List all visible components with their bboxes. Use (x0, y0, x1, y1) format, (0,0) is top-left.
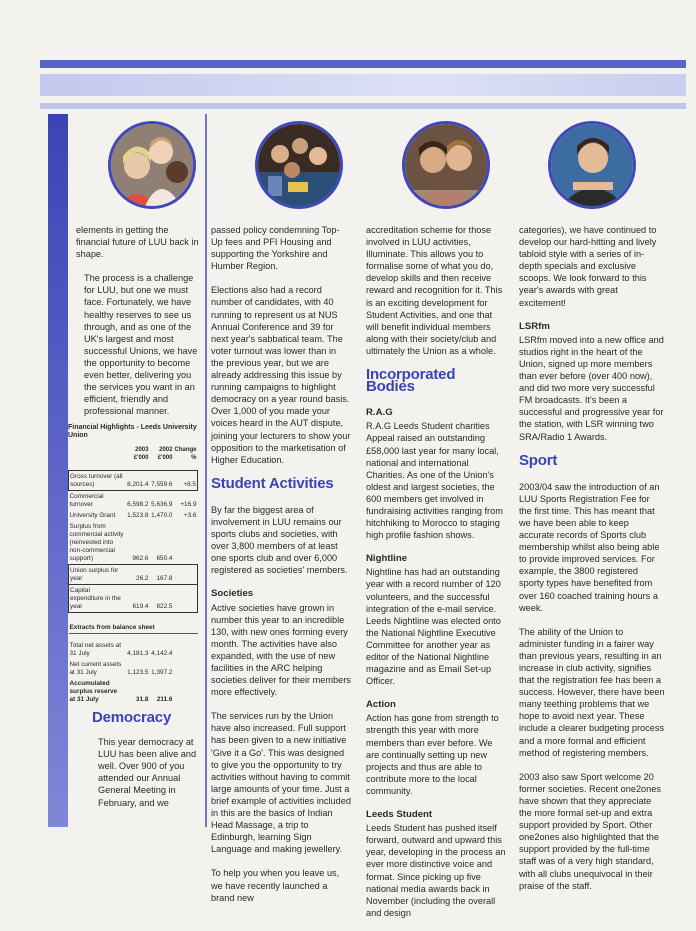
section-heading-democracy: Democracy (92, 709, 172, 726)
section-heading-incorporated-bodies: Incorporated Bodies (366, 366, 456, 396)
subheading-societies: Societies (211, 588, 254, 600)
paragraph: LSRfm moved into a new office and studios right in the heart of the Union, signed up more members than ever before (over 400 now), and did two more very successful FM broadcasts. It's been a successful and progressive year for the station, with LSR winning two SRA/Radio 1 Awards. (519, 334, 664, 442)
paragraph: The process is a challenge for LUU, but one we must face. Fortunately, we have healthy reserves to see us through, and as one of the UK's largest and most successful Unions, we have the opportunity to become even better, delivering you the services you want in an efficient, friendly and professional manner. (84, 273, 198, 417)
row-label: Surplus from commercial activity (reinvested into non-commercial support) (69, 522, 124, 562)
value-change (173, 565, 197, 585)
header-band-top (40, 60, 686, 68)
table-row (69, 521, 198, 565)
column-header-change: Change % (174, 447, 197, 461)
paragraph: The services run by the Union have also increased. Full support has been given to a new initiative 'Give it a Go'. This was designed to give you the opportunity to try activities without having to commit large amounts of your time. Just a brief example of activities included in this are the basics of Indian Head Massage, a trip to Edinburgh, learning Sign Language and making jewellery. (211, 711, 351, 855)
photo-smiling-student (548, 121, 636, 209)
row-label: University Grant (69, 511, 116, 519)
value-change: +3.6 (183, 511, 197, 519)
paragraph: Leeds Student has pushed itself forward, outward and upward this year, developing in the process an ever more distinctive voice and format. Since picking up five national media awards back in November (including the overall and design (366, 823, 506, 918)
paragraph: The ability of the Union to administer funding in a fairer way than previous years, resulting in an increase in club activity, signifies that the registration fee has been a success. However, there have been many teething problems that we hope to avoid next year. These include a clearer budgeting process and a more formal and efficient method of registering members. (519, 626, 665, 758)
value-2003: 1,523.8 (127, 511, 149, 519)
row-label: Union surplus for year (69, 565, 126, 585)
column-4 (519, 224, 665, 904)
subheading-action: Action (366, 699, 396, 711)
column-header-2002: 2002 £'000 (157, 447, 173, 461)
table-row (69, 471, 198, 491)
value-change (173, 585, 197, 613)
value-change (173, 521, 197, 565)
table-row (69, 585, 198, 613)
table-row (69, 510, 198, 521)
paragraph: accreditation scheme for those involved in LUU activities, Illuminate. This allows you to formalise some of what you do, develop skills and then receive reward and recognition for it. This is an exciting development for Student Activities, and one that will benefit individual members along with their society/club and ultimately the Union as a whole. (366, 225, 503, 356)
left-accent-bar (48, 114, 68, 827)
paragraph: By far the biggest area of involvement in LUU remains our sports clubs and societies, with over 3,800 members of at least one sports club and over 6,000 registered as societies' members. (211, 504, 348, 576)
row-label: Commercial turnover (69, 492, 104, 508)
header-band-middle (40, 74, 686, 96)
row-label: Capital expenditure in the year (69, 585, 126, 613)
balance-sheet-title: Extracts from balance sheet (69, 622, 198, 634)
column-1 (76, 224, 202, 429)
row-label: Accumulated surplus reserve at 31 July (69, 679, 118, 703)
value-2003: 962.6 (132, 554, 149, 562)
subheading-leeds-student: Leeds Student (366, 809, 433, 821)
row-label: Total net assets at 31 July (69, 641, 122, 657)
value-2002: 1,470.0 (151, 511, 173, 519)
table-row (69, 565, 198, 585)
table-title: Financial Highlights - Leeds University Union (68, 424, 197, 439)
column-1-lower (92, 708, 202, 821)
value-change: +16.9 (180, 500, 197, 508)
paragraph: Elections also had a record number of candidates, with 40 running to represent us at NUS Annual Conference and 39 for next year's sabbatical team. The voter turnout was lower than in the previous year, but we are already addressing this issue by running campaigns to highlight democracy on a year round basis. Over 1,000 of you made your voices heard in the AUT dispute, joining your lecturers to show your opposition to the marketisation of Higher Education. (211, 285, 351, 465)
header-band-bottom (40, 103, 686, 109)
paragraph: To help you when you leave us, we have recently launched a brand new (211, 868, 340, 903)
value-2002: 822.5 (149, 585, 173, 613)
section-heading-student-activities: Student Activities (211, 474, 334, 492)
paragraph: Active societies have grown in number this year to an incredible 130, with new ones forming every month. The activities have also expanded, with the use of new facilities in the ARC helping societies deliver for their members more effectively. (211, 602, 351, 698)
paragraph: This year democracy at LUU has been alive and well. Over 900 of you attended our Annual General Meeting in February, and we (98, 737, 197, 808)
value-2003: 31.8 (136, 695, 149, 703)
paragraph: R.A.G Leeds Student charities Appeal raised an outstanding £58,000 last year for many local, national and international Charities. As one of the Union's oldest and largest societies, the 600 members get involved in fundraising activities ranging from hitchhiking to Morocco to staging high profile fashion shows. (366, 421, 503, 541)
value-2002: 1,397.2 (151, 668, 173, 676)
photo-crowd-event (255, 121, 343, 209)
value-2003: 619.4 (125, 585, 149, 613)
paragraph: elements in getting the financial future of LUU back in shape. (76, 225, 199, 260)
column-header-2003: 2003 £'000 (133, 447, 149, 461)
financial-highlights-table (68, 424, 198, 705)
value-2002: 650.4 (156, 554, 173, 562)
value-2003: 8,201.4 (125, 471, 149, 491)
section-heading-sport: Sport (519, 451, 558, 469)
photo-friends-hugging (402, 121, 490, 209)
paragraph: 2003/04 saw the introduction of an LUU Sports Registration Fee for the first time. This has meant that we have been able to keep accurate records of Sports club membership whilst also being able to provide improved services. For example, the 3800 registered sporty types have benefited from over 160 coached training hours a week. (519, 481, 660, 613)
subheading-lsrfm: LSRfm (519, 320, 550, 332)
paragraph: Nightline has had an outstanding year with a record number of 120 volunteers, and the successful integration of the e-mail service. Leeds Nightline was elected onto the National Nightline Executive Committee for another year as editor of the National Nightline magazine and as Email Set-up Officer. (366, 567, 501, 687)
subheading-rag: R.A.G (366, 407, 393, 419)
table-row (69, 659, 198, 678)
value-2003: 1,123.5 (127, 668, 149, 676)
subheading-nightline: Nightline (366, 553, 408, 565)
row-label: Gross turnover (all sources) (69, 471, 126, 491)
value-2002: 7,559.6 (149, 471, 173, 491)
column-2 (211, 224, 351, 916)
paragraph: 2003 also saw Sport welcome 20 former societies. Recent one2ones have shown that they appreciate the more formal set-up and extra support provided by Sport. Other one2ones also highlighted that the support provided by the full-time staff was of a very high standard, with all clubs unequivocal in their praise of the staff. (519, 771, 661, 891)
column-3 (366, 224, 506, 931)
value-2003: 4,181.3 (127, 649, 149, 657)
value-change: +8.5 (173, 471, 197, 491)
value-2003: 6,598.2 (127, 500, 149, 508)
table-row (69, 640, 198, 659)
paragraph: passed policy condemning Top-Up fees and PFI Housing and supporting the Yorkshire and Humber Region. (211, 225, 340, 272)
row-label: Net current assets at 31 July (69, 660, 122, 676)
value-2002: 5,636.9 (151, 500, 173, 508)
paragraph: categories), we have continued to develop our hard-hitting and lively tabloid style with a series of in-depth specials and exclusive scoops. We look forward to this year's awards with great excitement! (519, 225, 657, 308)
value-2002: 167.8 (149, 565, 173, 585)
value-2003: 26.2 (125, 565, 149, 585)
photo-students-group (108, 121, 196, 209)
value-2002: 4,142.4 (151, 649, 173, 657)
table-row (69, 678, 198, 705)
column-divider (205, 114, 207, 827)
paragraph: Action has gone from strength to strength this year with more members than ever before. We are continually setting up new projects and thus are able to contribute more to the local community. (366, 713, 499, 796)
value-2002: 211.6 (156, 695, 173, 703)
table-row (69, 491, 198, 511)
